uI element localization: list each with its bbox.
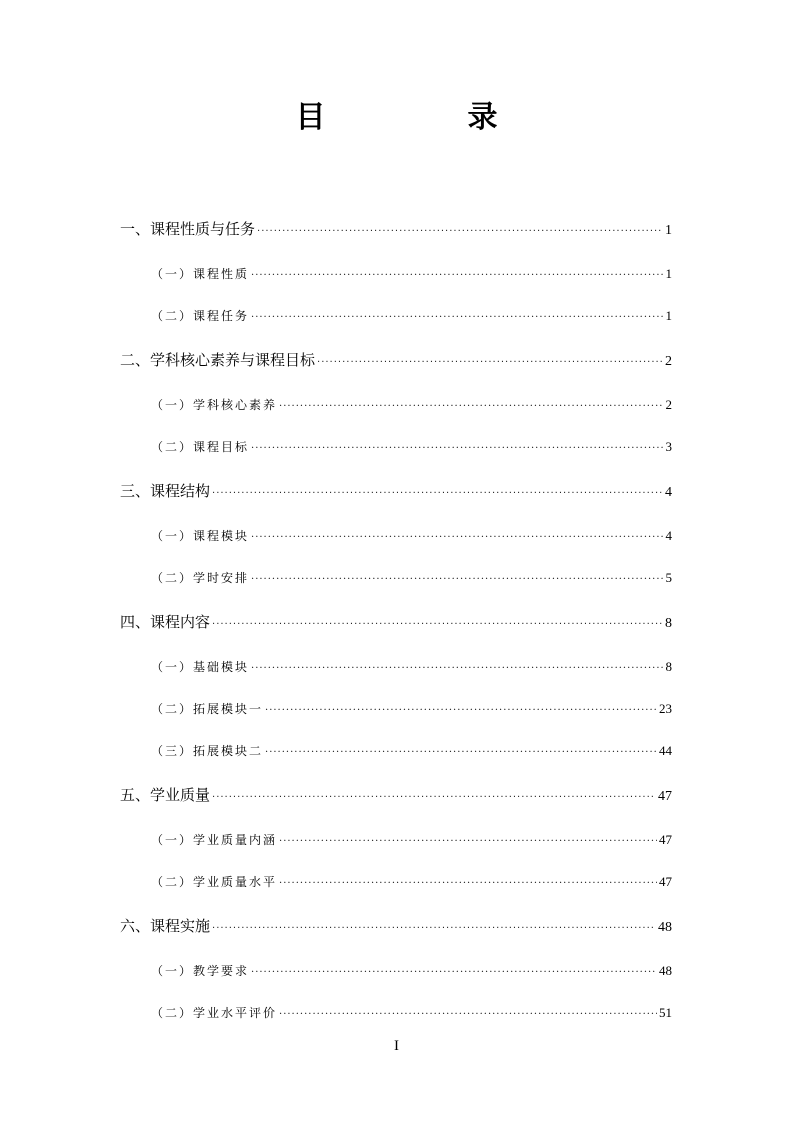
- toc-leader: [265, 705, 657, 716]
- toc-leader: [251, 967, 657, 978]
- toc-entry-page: 47: [659, 832, 672, 847]
- toc-entry-label: 二、学科核心素养与课程目标: [120, 351, 316, 369]
- toc-entry-page: 1: [665, 223, 672, 238]
- toc-leader: [251, 443, 663, 454]
- toc-leader: [251, 532, 663, 543]
- toc-entry-page: 4: [665, 528, 672, 543]
- toc-entry[interactable]: [120, 480, 672, 500]
- toc-entry[interactable]: [120, 915, 672, 935]
- toc-entry-label: （二）课程目标: [151, 440, 250, 454]
- toc-entry-label: 五、学业质量: [120, 786, 211, 804]
- toc-leader: [251, 312, 663, 323]
- toc-entry[interactable]: [151, 396, 672, 412]
- toc-entry-page: 48: [658, 920, 672, 935]
- toc-leader: [251, 574, 663, 585]
- toc-entry-page: 2: [665, 354, 672, 369]
- toc-entry[interactable]: [120, 784, 672, 804]
- toc-entry-page: 1: [665, 308, 672, 323]
- toc-entry-page: 23: [659, 701, 672, 716]
- toc-entry-page: 47: [658, 789, 672, 804]
- toc-entry[interactable]: [151, 438, 672, 454]
- toc-entry-label: （三）拓展模块二: [151, 744, 264, 758]
- toc-entry-page: 44: [659, 743, 672, 758]
- toc-leader: [279, 836, 657, 847]
- toc-entry[interactable]: [151, 742, 672, 758]
- toc-entry-page: 4: [665, 485, 672, 500]
- toc-leader: [257, 226, 663, 237]
- toc-leader: [212, 619, 663, 630]
- toc-entry-page: 5: [665, 570, 672, 585]
- toc-leader: [317, 357, 663, 368]
- toc-entry[interactable]: [151, 831, 672, 847]
- toc-entry[interactable]: [151, 569, 672, 585]
- toc-leader: [265, 747, 657, 758]
- toc-leader: [251, 270, 663, 281]
- toc-leader: [279, 401, 663, 412]
- toc-entry-label: （一）教学要求: [151, 964, 250, 978]
- toc-entry-label: 一、课程性质与任务: [120, 220, 256, 238]
- toc-entry-label: （一）基础模块: [151, 660, 250, 674]
- toc-entry[interactable]: [151, 873, 672, 889]
- toc-entry[interactable]: [151, 962, 672, 978]
- toc-entry[interactable]: [151, 1004, 672, 1020]
- toc-entry-page: 1: [665, 266, 672, 281]
- page-number: I: [394, 1038, 399, 1054]
- toc-entry[interactable]: [151, 307, 672, 323]
- toc-entry-page: 8: [665, 659, 672, 674]
- toc-entry[interactable]: [120, 611, 672, 631]
- toc-entry-label: （二）课程任务: [151, 309, 250, 323]
- toc-entry-label: 三、课程结构: [120, 482, 211, 500]
- toc-entry-page: 51: [659, 1005, 672, 1020]
- toc-entry-label: （二）拓展模块一: [151, 702, 264, 716]
- toc-entry-label: 四、课程内容: [120, 613, 211, 631]
- toc-entry-label: （一）学业质量内涵: [151, 833, 278, 847]
- toc-leader: [212, 923, 656, 934]
- toc-leader: [212, 488, 663, 499]
- toc-entry-page: 8: [665, 616, 672, 631]
- toc-entry[interactable]: [151, 527, 672, 543]
- toc-entry[interactable]: [120, 349, 672, 369]
- toc-entry-page: 47: [659, 874, 672, 889]
- page-title: 目 录: [295, 100, 554, 135]
- toc-entry-page: 48: [659, 963, 672, 978]
- toc-entry-label: （一）课程模块: [151, 529, 250, 543]
- toc-entry-page: 3: [665, 439, 672, 454]
- toc-leader: [212, 792, 656, 803]
- toc-leader: [251, 663, 663, 674]
- toc-entry-label: （二）学业水平评价: [151, 1006, 278, 1020]
- toc-entry[interactable]: [151, 658, 672, 674]
- toc-entry-label: （一）学科核心素养: [151, 398, 278, 412]
- toc-leader: [279, 1009, 657, 1020]
- toc-entry[interactable]: [151, 265, 672, 281]
- toc-entry-page: 2: [665, 397, 672, 412]
- toc-entry-label: （二）学时安排: [151, 571, 250, 585]
- toc-leader: [279, 878, 657, 889]
- toc-entry[interactable]: [151, 700, 672, 716]
- toc-entry[interactable]: [120, 218, 672, 238]
- toc-entry-label: （二）学业质量水平: [151, 875, 278, 889]
- toc-entry-label: 六、课程实施: [120, 917, 211, 935]
- toc-entry-label: （一）课程性质: [151, 267, 250, 281]
